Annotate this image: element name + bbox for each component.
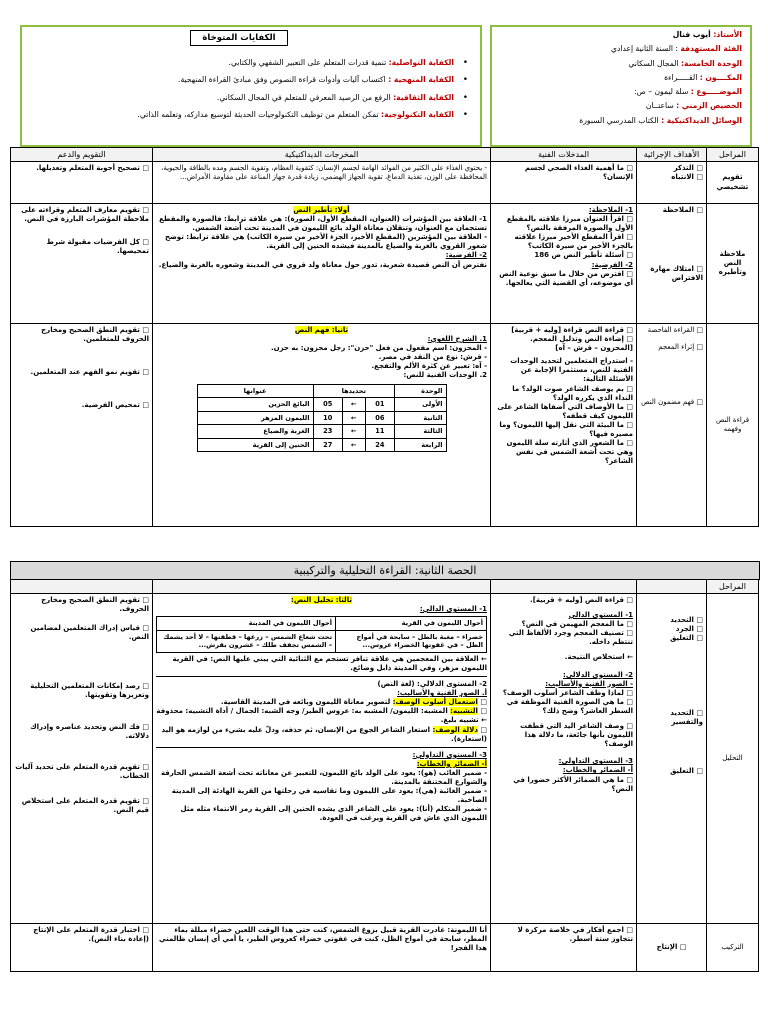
input-question: □ اجمع أفكار في خلاصة مركزة لا تتجاوز ستة أسطر. — [494, 926, 633, 944]
output-text: المشبه: الليمون/ المشبه به: عروس الطير/ وجه الشبه: الجمال / أداة التشبيه: محذوفة — [156, 707, 451, 716]
header-empty — [153, 580, 491, 594]
info-value: الكتاب المدرسي السبورة — [579, 115, 662, 125]
output-subtitle: 1- المستوى الدالي: — [419, 605, 487, 614]
info-label: الأستاذ: — [713, 30, 742, 39]
competency-item — [30, 93, 468, 103]
unit-name: الثانية — [395, 411, 446, 425]
highlight-label: استعمال أسلوب الوصف: — [392, 698, 478, 707]
goals-cell — [637, 204, 707, 324]
figure-item: □ دلالة الوصف: استعار الشاعر الجوع من الإنسان، ثم حذفه، ودلّ عليه بشيء من لوازمه هو اليد (استعارة). — [161, 725, 487, 743]
info-row — [498, 101, 742, 111]
section-title: ثالثا: تحليل النص: — [291, 596, 352, 604]
output-text: - آه: تعبير عن كثرة الألم والتفجع. — [371, 362, 487, 371]
header-empty — [637, 580, 707, 594]
input-question: □ تصنيف المعجم وجرد الألفاظ التي تنتظم داخله. — [494, 629, 633, 647]
goal-item: □ فهم مضمون النص — [640, 398, 703, 407]
lesson-table-2 — [10, 579, 759, 972]
table-row — [11, 204, 759, 324]
info-label: الحصيص الزمني : — [676, 101, 742, 111]
output-text: - ضمير الغائب (هو): يعود على الولد بائع الليمون، للتعبير عن معاناته تحت أشعة الشمس الحارقة والشوارع المختنقة بالمدينة. — [160, 768, 487, 786]
unit-to: 23 — [313, 425, 342, 439]
input-question: □ وصف الشاعر اليد التي قطفت الليمون بأنها جائعة، ما دلالة هذا الوصف؟ — [494, 722, 633, 749]
input-paragraph: - استدراج المتعلمين لتحديد الوحدات الفنية للنص، مستثمرا الإجابة عن الأسئلة التالية: — [510, 357, 633, 384]
info-value: ساعتــان — [645, 101, 677, 111]
table-row — [11, 924, 759, 972]
info-row — [498, 116, 742, 126]
unit-name: الثالثة — [395, 425, 446, 439]
input-question: □ اقرأ العنوان مبرزا علاقته بالمقطع الأول والصورة المرفقة بالنص؟ — [494, 215, 633, 233]
lemon-states-table — [156, 616, 487, 653]
stage-cell: قراءة النص وفهمه — [707, 324, 759, 527]
table-header-row — [11, 580, 759, 594]
stage-cell: ملاحظة النص وتأطيره — [707, 204, 759, 324]
eval-item: □ تقويم قدرة المتعلم على تحديد آليات الخطاب. — [14, 763, 149, 781]
input-question: □ ما البيئة التي نقل إليها الليمون؟ وما مصيره فيها؟ — [494, 421, 633, 439]
inputs-cell — [491, 162, 637, 204]
header-inputs: المدخلات الفنية — [491, 148, 637, 162]
arrow-icon: ← — [342, 411, 365, 425]
outputs-cell: - يحتوي الغذاء على الكثير من الفوائد الهامة لجسم الإنسان: كتقوية العظام، وتقوية الجسم ومده بالطاقة والحيوية، المحافظة على الوزن، تغذية الدماغ، تقوية الجهاز الهضمي، زيادة قدرة جهاز المناعة على مقاومة الأمراض... — [153, 162, 491, 204]
eval-item: □ قياس إدراك المتعلمين لمضامين النص. — [14, 624, 149, 642]
inputs-subtitle: أ- الضمائر والخطاب: — [562, 766, 633, 775]
lesson-info-list — [498, 30, 742, 130]
eval-cell — [11, 162, 153, 204]
info-row — [498, 59, 742, 69]
output-text: - العلاقة بين المؤشرين (المقطع الأخير، الجزء الأخير من سيرة الكاتب) هي علاقة ترابط: توضح شعور القروي بالغربة والضياع بالمدينة فيشده الحنين إلى القرية. — [165, 233, 487, 251]
input-question: □ ما هي الضمائر الأكثر حضورا في النص؟ — [494, 776, 633, 794]
competency-item — [30, 110, 468, 120]
figure-item: □ التشبيه: المشبه: الليمون/ المشبه به: عروس الطير/ وجه الشبه: الجمال / أداة التشبيه: محذوفة — [156, 707, 487, 716]
units-header-row — [197, 384, 446, 398]
info-label: الفئة المستهدفة — [680, 44, 742, 54]
units-header: عنوانها — [197, 384, 313, 398]
unit-from: 01 — [365, 398, 394, 412]
info-label: الوسائل الديداكتيكية : — [661, 115, 742, 125]
header-goals: الأهداف الإجرائية — [637, 148, 707, 162]
eval-item: □ تقويم النطق الصحيح ومخارج الحروف. — [14, 596, 149, 614]
outputs-cell — [153, 324, 491, 527]
info-value: أيوب فنال — [672, 30, 714, 39]
units-row — [197, 425, 446, 439]
info-row — [498, 44, 742, 54]
output-text: - ضمير الغائبة (هي): يعود على الليمون وما تقاسيه في رحلتها من القرية الهادئة إلى المدينة الصاخبة. — [171, 787, 487, 805]
output-subtitle: 2- المستوى الدلالي: (لغة النص) — [377, 680, 487, 689]
inputs-subtitle: 2- المستوى الدلالي: — [563, 670, 633, 679]
input-question: □ قراءة النص [وليه + قربية]. — [494, 596, 633, 605]
competency-text: الرفع من الرصيد المعرفي للمتعلم في المجال السكاني. — [216, 92, 394, 102]
competency-text: تمكن المتعلم من توظيف التكنولوجيات الحديثة لتوسيع مداركه، وتعلمه الذاتي. — [137, 109, 382, 119]
arrow-icon: ← — [342, 398, 365, 412]
output-text: لتصوير معاناة الليمون وبائعه في المدينة القاسية. — [220, 698, 393, 707]
figure-item — [156, 716, 487, 725]
input-question: □ ما المعجم المهيمن في النص؟ — [494, 620, 633, 629]
unit-name: الرابعة — [395, 438, 446, 452]
eval-cell — [11, 594, 153, 924]
competency-item — [30, 75, 468, 85]
input-question: □ قراءة النص قراءة [وليه + قربية] — [494, 326, 633, 335]
info-row — [498, 30, 742, 40]
input-question: □ بم يوصف الشاعر صوت الولد؟ ما النداء الذي يكرره الولد؟ — [494, 385, 633, 403]
table-row — [11, 594, 759, 924]
eval-cell — [11, 204, 153, 324]
competency-text: تنمية قدرات المتعلم على التعبير الشفهي والكتابي. — [228, 58, 389, 67]
stage-cell: تقويم تشخيصي — [707, 162, 759, 204]
unit-to: 27 — [313, 438, 342, 452]
eval-item: □ تمحيص الفرضية. — [14, 401, 149, 410]
output-text: 1- العلاقة بين المؤشرات (العنوان، المقطع الأول، الصورة): هي علاقة ترابط: فالصورة والمقطع تستجمان مع العنوان، وتنقلان معاناة الولد بائع الليمون في المدينة تحت أشعة الشمس. — [159, 215, 487, 233]
units-table — [197, 384, 447, 453]
output-subtitle: أ- الضمائر والخطاب: — [416, 759, 487, 768]
output-subtitle: 2- الفرضية: — [445, 251, 487, 260]
lemon-cell: خضراء – مغبة بالطل – سابحة في أمواج الظل – في غفوتها الخضراء عروس... — [336, 630, 487, 652]
lemon-header: أحوال الليمون في المدينة — [157, 617, 336, 631]
input-question: □ ما الأوصاف التي أضفاها الشاعر على الليمون كيف قطفه؟ — [494, 403, 633, 421]
inputs-cell — [491, 324, 637, 527]
goal-item: □ إثراء المعجم — [640, 343, 703, 352]
outputs-cell: أنا الليمونة: غادرت القرية قبيل بزوغ الشمس، كنت حتى هذا الوقت اللعين خضراء مبللة بماء المطر، سابحة في أمواج الظل، كنت في غفوتي خضراء كعروس الطير، يا أمي أي إنسان ظالمني هذا الفجر! — [153, 924, 491, 972]
eval-cell — [11, 324, 153, 527]
unit-from: 06 — [365, 411, 394, 425]
competency-label: الكفاية المنهجية : — [388, 75, 454, 85]
inputs-cell — [491, 204, 637, 324]
header-stages: المراحل — [707, 148, 759, 162]
inputs-cell — [491, 594, 637, 924]
goal-item: □ التعليق — [640, 634, 703, 643]
units-row — [197, 398, 446, 412]
eval-item: □ تقويم معارف المتعلم وقراءته على ملاحظة المؤشرات البارزة في النص. — [14, 206, 149, 224]
header-stages: المراحل — [707, 580, 759, 594]
goals-cell — [637, 162, 707, 204]
arrow-icon: ← — [342, 425, 365, 439]
inputs-subtitle: - الصور الفنية والأساليب: — [545, 679, 633, 688]
table-row — [11, 324, 759, 527]
units-row — [197, 411, 446, 425]
goal-item: □ الإنتاج — [640, 943, 703, 952]
competency-label: الكفاية الثقافية: — [393, 92, 454, 102]
unit-from: 11 — [365, 425, 394, 439]
unit-title: الليمون المزهر — [197, 411, 313, 425]
eval-item: □ تقويم نمو الفهم عند المتعلمين. — [14, 368, 149, 377]
unit-from: 24 — [365, 438, 394, 452]
input-result: ← استخلاص النتيجة. — [564, 653, 633, 662]
goal-item: □ التعليق — [640, 767, 703, 776]
input-question: □ اقرأ المقطع الأخير مبرزا علاقته بالجزء الأخير من سيرة الكاتب؟ — [494, 233, 633, 251]
stage-cell: التركيب — [707, 924, 759, 972]
unit-to: 10 — [313, 411, 342, 425]
eval-item: □ فك النص وتحديد عناصره وإدراك دلالاته. — [14, 723, 149, 741]
eval-item: □ اختبار قدرة المتعلم على الإنتاج (إعادة بناء النص). — [14, 926, 149, 944]
info-value: : السنة الثانية إعدادي — [611, 44, 681, 54]
inputs-cell — [491, 924, 637, 972]
inputs-subtitle: 1- الملاحظة: — [588, 206, 633, 214]
output-text: ← العلاقة بين المعجمين هي علاقة تنافر تستجم مع الثنائية التي يبني عليها النص: في القرية الليمون مزهر، وفي المدينة ذابل وضائع. — [172, 654, 487, 672]
competencies-list — [30, 58, 468, 127]
eval-item: □ رصد إمكانات المتعلمين التحليلية وتعزيزها وتقويتها. — [14, 682, 149, 700]
eval-item: □ تصحيح أجوبة المتعلم وتعديلها. — [14, 164, 149, 173]
table-row — [11, 162, 759, 204]
units-row — [197, 438, 446, 452]
header-empty — [491, 580, 637, 594]
input-question: □ إضاءة النص وتذليل المعجم. — [494, 335, 633, 344]
lemon-row — [157, 630, 487, 652]
input-question: □ لماذا وظف الشاعر أسلوب الوصف؟ — [494, 689, 633, 698]
info-label: الموضـــــوع : — [690, 87, 742, 96]
lemon-header: أحوال الليمون في القرية — [336, 617, 487, 631]
goal-item: □ التحديد والتفسير — [640, 709, 703, 727]
goal-item: □ امتلاك مهارة الافتراض — [640, 265, 703, 283]
stage-cell: التحليل — [707, 594, 759, 924]
output-text: نفترض أن النص قصيدة شعرية، تدور حول معاناة ولد قروي في المدينة وشعوره بالغربة والضياع. — [158, 260, 487, 269]
competency-label: الكفاية التكنولوجية: — [381, 109, 454, 119]
lesson-table-1 — [10, 147, 759, 527]
unit-title: الحنين إلى القرية — [197, 438, 313, 452]
units-header: الوحدة — [395, 384, 446, 398]
goal-item: □ التحديد — [640, 616, 703, 625]
output-text: - المحزون: اسم مفعول من فعل "حزن": رجل محزون: به حزن. — [270, 344, 487, 353]
output-subtitle: 2. الوحدات الفنية للنص: — [403, 371, 487, 380]
goals-cell — [637, 324, 707, 527]
output-text: استعار الشاعر الجوع من الإنسان، ثم حذفه، ودلّ عليه بشيء من لوازمه هو اليد (استعارة). — [161, 725, 487, 743]
table-header-row — [11, 148, 759, 162]
info-value: المجال السكاني — [628, 58, 681, 68]
competency-item — [30, 58, 468, 68]
info-value: القـــــراءة — [664, 72, 700, 82]
inputs-subtitle: 3- المستوى التداولي: — [558, 757, 633, 766]
output-subtitle: 3- المستوى التداولي: — [412, 750, 487, 759]
input-question: □ افترض من خلال ما سبق نوعية النص أي موضوعه، أي القضية التي يعالجها. — [494, 270, 633, 288]
outputs-cell — [153, 204, 491, 324]
section-title: ثانيا: فهم النص — [294, 326, 349, 334]
input-question: □ ما هي الصورة الفنية الموظفة في السطر العاشر؟ وضح ذلك؟ — [494, 698, 633, 716]
highlight-label: التشبيه: — [450, 707, 478, 716]
header-evaluation: التقويم والدعم — [11, 148, 153, 162]
lemon-header-row — [157, 617, 487, 631]
header-empty — [11, 580, 153, 594]
goal-item: □ التذكر — [640, 164, 703, 173]
info-value: سلة ليمون – ص: — [634, 87, 691, 96]
unit-name: الأولى — [395, 398, 446, 412]
figure-item: □ استعمال أسلوب الوصف: لتصوير معاناة الليمون وبائعه في المدينة القاسية. — [220, 698, 487, 707]
eval-cell — [11, 924, 153, 972]
output-text: ← تشبيه بليغ. — [440, 716, 487, 725]
goal-item: □ الانتباه — [640, 173, 703, 182]
unit-title: الغربة والضياع — [197, 425, 313, 439]
competency-label: الكفاية التواصلية: — [388, 58, 454, 67]
info-label: الوحدة الخامسة: — [680, 58, 742, 68]
arrow-icon: ← — [342, 438, 365, 452]
unit-to: 05 — [313, 398, 342, 412]
outputs-cell — [153, 594, 491, 924]
goals-cell — [637, 594, 707, 924]
highlight-label: دلالة الوصف: — [432, 725, 478, 734]
output-subtitle: 1. الشرح اللغوي: — [427, 335, 487, 344]
output-subtitle: أ. الصور الفنية والأساليب: — [397, 689, 487, 698]
eval-item: □ كل الفرضيات مقبولة شرط تمحيصها. — [14, 238, 149, 256]
output-text: - ضمير المتكلم (أنا): يعود على الشاعر الذي يشده الحنين إلى القرية رمز الانتماء مثله مثل الليمون الذي عاش في القرية ويرغب في العودة. — [180, 805, 487, 823]
input-question: □ ما أهمية الغذاء الصحي لجسم الإنسان؟ — [494, 164, 633, 182]
header-outputs: المخرجات الديداكتيكية — [153, 148, 491, 162]
lemon-cell: تحت شعاع الشمس – زرعها – قطفتها – لا أحد يشمك – الشمس تجفف طلك – عشرون بقرش... — [157, 630, 336, 652]
unit-title: البائع الحزين — [197, 398, 313, 412]
input-words: [المحزون – قرش – آه] — [555, 344, 633, 353]
eval-item: □ تقويم النطق الصحيح ومخارج الحروف للمتعلمين. — [14, 326, 149, 344]
section-title: أولا: تأطير النص — [293, 206, 350, 214]
input-question: □ ما الشعور الذي أثارته سلة الليمون وهي تحت أشعة الشمس في نفس الشاعر؟ — [494, 439, 633, 466]
goal-item: □ الجرد — [640, 625, 703, 634]
session-2-title: الحصة الثانية: القراءة التحليلية والتركيبية — [10, 561, 760, 580]
competencies-title: الكفايات المتوخاة — [190, 30, 288, 46]
goals-cell — [637, 924, 707, 972]
input-question: □ أسئلة تأطير النص ص 186 — [494, 251, 633, 260]
competency-text: اكتساب آليات وأدوات قراءة النصوص وفق مبادئ القراءة المنهجية. — [178, 75, 389, 85]
output-text: - قرش: نوع من النقد في مصر. — [378, 353, 487, 362]
units-header: تحديدها — [313, 384, 395, 398]
inputs-subtitle: 1- المستوى الدالي — [568, 611, 633, 620]
eval-item: □ تقويم قدرة المتعلم على استخلاص قيم النص. — [14, 797, 149, 815]
goal-item: □ الملاحظة — [640, 206, 703, 215]
goal-item: □ القراءة الفاحصة — [640, 326, 703, 335]
info-label: المكــــون : — [699, 72, 742, 82]
info-row — [498, 87, 742, 97]
inputs-subtitle: 2- الفرضية: — [591, 260, 633, 269]
info-row — [498, 73, 742, 83]
